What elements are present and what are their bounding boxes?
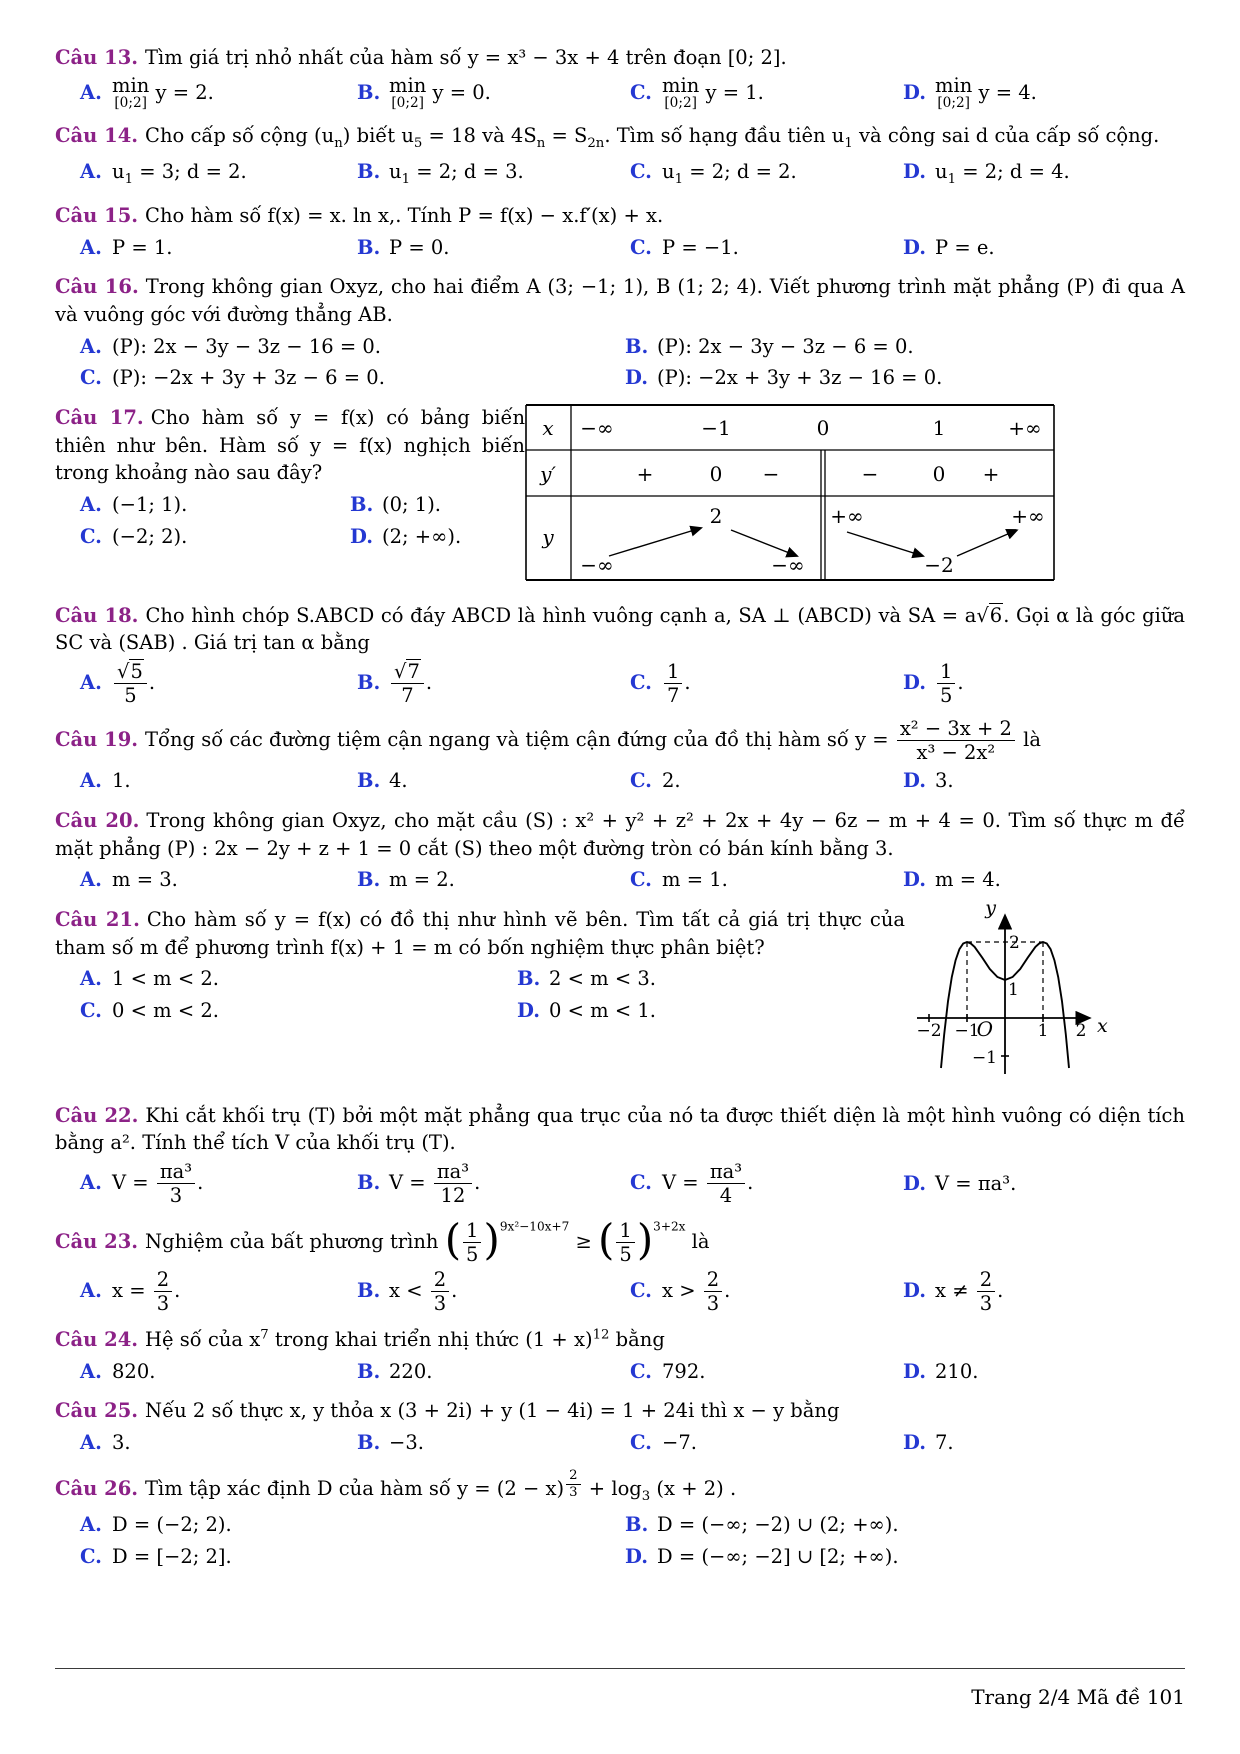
option-letter: B. [625,334,649,358]
question-text: Tìm tập xác định D của hàm số y = (2 − x) $^{\frac{2}{3}}$ + $\log_3 (x + 2)$ . [145,1467,737,1505]
option [630,1161,903,1206]
question [55,202,1185,261]
question-main [55,202,1185,261]
question [55,404,1185,590]
option-text: $u_1 = 2$; d = 3. [389,160,524,188]
option-letter: A. [80,160,102,184]
option-letter: C. [630,1278,652,1302]
table-x-value: −∞ [580,416,614,441]
origin-label: O [976,1017,993,1042]
options [55,965,905,1024]
option-text: 2 < m < 3. [549,967,656,991]
table-y-value: −∞ [580,553,614,578]
question-label: Câu 25. [55,1399,139,1423]
option-letter: A. [80,1359,102,1383]
question-main [55,44,1185,110]
option-letter: B. [517,967,541,991]
option-letter: D. [903,1359,927,1383]
question-text: Khi cắt khối trụ (T) bởi một mặt phẳng qua trục của nó ta được thiết diện là một hình vuông có diện tích bằng a². Tính thể tích V của khối trụ (T). [55,1103,1185,1155]
question-text: Nếu 2 số thực x, y thỏa x (3 + 2i) + y (1 − 4i) = 1 + 24i thì x − y bằng [145,1399,840,1423]
option-text: $u_1 = 3$; d = 2. [112,160,247,188]
page-footer [55,1668,1185,1711]
question-main [55,807,1185,894]
option [80,1511,625,1539]
table-x-value: −1 [701,416,731,441]
question-main [55,404,525,590]
question [55,122,1185,189]
option-text: (−1; 1). [112,493,188,517]
option-letter: D. [903,769,927,793]
option-letter: A. [80,769,102,793]
question-label: Câu 17. [55,406,144,430]
option [630,1429,903,1457]
table-row-label-y: y [542,525,554,550]
option-letter: B. [357,1430,381,1454]
question-main [55,1215,1185,1315]
question-main [55,273,1185,392]
y-tick-label: 2 [1009,933,1020,954]
option [357,1429,630,1457]
option [80,965,517,993]
option-text: $\frac{1}{5}$ . [935,661,964,706]
options [55,73,1185,112]
x-tick-label: 1 [1037,1021,1049,1042]
option [903,866,1185,894]
option-text: 4. [389,769,408,793]
option-letter: A. [80,334,102,358]
option-text: P = 0. [389,235,450,259]
x-tick-label: −2 [916,1021,942,1042]
question-label: Câu 18. [55,603,139,627]
options [55,866,1185,894]
option-text: V = $\frac{\text{πa³}}{12}$ . [389,1160,481,1208]
option [357,1269,630,1314]
option [357,661,630,706]
question [55,1469,1185,1571]
option-letter: D. [903,160,927,184]
option [357,767,630,795]
question-label: Câu 23. [55,1229,139,1253]
option [517,997,905,1025]
question-statement [55,1215,1185,1266]
table-sign: 0 [932,462,946,487]
question-statement [55,718,1185,763]
options [55,1358,1185,1386]
option [80,234,357,262]
option-text: P = 1. [112,235,173,259]
question-main [55,1469,1185,1571]
option [625,1511,1185,1539]
option-letter: D. [903,1171,927,1195]
function-graph [905,900,1110,1090]
question-text: Tổng số các đường tiệm cận ngang và tiệm cận đứng của đồ thị hàm số y = $\frac{\text{x² − 3x + 2}}{\text{x³ − 2x²}}$ là [145,717,1041,765]
option [630,661,903,706]
question-label: Câu 16. [55,275,139,299]
function-graph-svg [905,900,1110,1082]
option [357,1161,630,1206]
option-letter: D. [517,999,541,1023]
option-text: m = 4. [935,868,1001,892]
option-letter: C. [80,1544,102,1568]
option-text: (P): 2x − 3y − 3z − 16 = 0. [112,334,381,358]
options [55,1269,1185,1314]
option-letter: A. [80,1513,102,1537]
option-letter: B. [357,1359,381,1383]
table-y-value: −∞ [771,553,805,578]
option-text: $\frac{√7}{7}$ . [389,661,432,706]
question-text: Trong không gian Oxyz, cho hai điểm A (3; −1; 1), B (1; 2; 4). Viết phương trình mặt phẳng (P) đi qua A và vuông góc với đường thẳng AB. [55,275,1185,326]
question-label: Câu 21. [55,908,140,932]
footer-page-number: Trang 2/4 Mã đề 101 [971,1685,1185,1709]
option-text: D = (−2; 2). [112,1513,232,1537]
option-text: −7. [662,1430,697,1454]
option [630,234,903,262]
question [55,273,1185,392]
question [55,44,1185,110]
option-text: (2; +∞). [382,524,462,548]
question-text: Tìm giá trị nhỏ nhất của hàm số y = x³ − 3x + 4 trên đoạn [0; 2]. [145,46,787,69]
option-letter: A. [80,1171,102,1195]
axis-label-x: x [1097,1015,1108,1038]
option-letter: C. [80,524,102,548]
option-letter: B. [357,1171,381,1195]
option-text: 0 < m < 2. [112,999,219,1023]
option [625,364,1185,392]
option-letter: C. [630,868,652,892]
option-letter: A. [80,235,102,259]
x-tick-label: −1 [954,1021,980,1042]
option [80,1429,357,1457]
option-letter: D. [903,671,927,695]
option-letter: C. [630,80,652,104]
option-text: x < $\frac{2}{3}$ . [389,1267,458,1315]
x-tick-label: 2 [1075,1021,1087,1042]
option [350,523,525,551]
question-statement [55,807,1185,862]
question-statement [55,1397,1185,1425]
option-letter: C. [630,1171,652,1195]
y-tick-label: −1 [971,1048,997,1069]
option [903,234,1185,262]
options [55,491,525,550]
option [80,1161,357,1206]
option-letter: C. [630,235,652,259]
option-text: P = −1. [662,235,739,259]
axis-label-y: y [985,900,996,920]
option-text: $\frac{1}{7}$ . [662,661,691,706]
option [80,523,350,551]
aside-slot [525,404,1055,590]
option-text: 792. [662,1359,706,1383]
question-text: Cho hàm số y = f(x) có bảng biến thiên như bên. Hàm số y = f(x) nghịch biến trong khoảng nào sau đây? [55,406,526,485]
option-text: 3. [112,1430,131,1454]
option [630,73,903,112]
option-text: 210. [935,1359,979,1383]
option-text: 0 < m < 1. [549,999,656,1023]
question-main [55,718,1185,795]
option-letter: B. [625,1513,649,1537]
option-text: V = πa³. [935,1171,1017,1195]
table-sign: − [861,462,879,487]
option-letter: D. [350,524,374,548]
option [357,158,630,190]
table-row-label-yprime: y′ [540,462,556,487]
option-letter: A. [80,868,102,892]
option-letter: C. [80,999,102,1023]
option [357,73,630,112]
question [55,1102,1185,1206]
question-statement [55,906,905,961]
option [80,1358,357,1386]
option-letter: D. [903,1430,927,1454]
table-y-value: +∞ [1011,504,1045,529]
question-main [55,602,1185,706]
options [55,234,1185,262]
variation-table [525,404,1055,590]
option [903,158,1185,190]
option-letter: C. [630,1430,652,1454]
option [517,965,905,993]
option [80,364,625,392]
option-letter: C. [630,1359,652,1383]
option-text: (P): −2x + 3y + 3z − 6 = 0. [112,366,385,390]
question [55,1326,1185,1385]
option-letter: A. [80,967,102,991]
option [357,234,630,262]
question-statement [55,602,1185,657]
option-letter: D. [903,235,927,259]
option [903,1170,1185,1198]
option-letter: B. [350,493,374,517]
option [903,661,1185,706]
option-text: 220. [389,1359,433,1383]
question-statement [55,1102,1185,1157]
option [903,1429,1185,1457]
option-text: (0; 1). [382,493,441,517]
y-tick-label: 1 [1008,980,1019,1001]
option [350,491,525,519]
option-letter: A. [80,80,102,104]
question-text: Cho hàm số f(x) = x. ln x,. Tính P = f(x) − x.f′(x) + x. [145,203,664,227]
question [55,807,1185,894]
option [80,73,357,112]
question-label: Câu 19. [55,728,139,752]
option-text: D = (−∞; −2] ∪ [2; +∞). [657,1544,899,1568]
question [55,1397,1185,1456]
option-text: min [0;2] y = 4. [935,73,1037,112]
aside-slot [905,900,1122,1090]
option-text: m = 2. [389,868,455,892]
option-text: 7. [935,1430,954,1454]
option-letter: D. [625,366,649,390]
option-text: $u_1 = 2$; d = 4. [935,160,1070,188]
table-sign: − [762,462,780,487]
option-letter: D. [903,1278,927,1302]
option [903,767,1185,795]
question-main [55,122,1185,189]
option-letter: C. [630,769,652,793]
option-letter: C. [630,160,652,184]
options [55,1161,1185,1206]
question-text: Cho hàm số y = f(x) có đồ thị như hình vẽ bên. Tìm tất cả giá trị thực của tham số m để phương trình f(x) + 1 = m có bốn nghiệm thực phân biệt? [55,908,905,959]
question-text: Hệ số của $x^7$ trong khai triển nhị thức $(1 + x)^{12}$ bằng [145,1327,665,1351]
options [55,767,1185,795]
option-letter: B. [357,868,381,892]
option [357,1358,630,1386]
table-row-label-x: x [542,416,554,441]
option-text: min [0;2] y = 2. [112,73,214,112]
question-main [55,1397,1185,1456]
question [55,1215,1185,1315]
option-letter: A. [80,671,102,695]
option [903,1358,1185,1386]
question [55,602,1185,706]
option-text: 1. [112,769,131,793]
table-x-value: 0 [816,416,830,441]
option [80,767,357,795]
option [625,333,1185,361]
option-letter: A. [80,493,102,517]
question-label: Câu 22. [55,1103,139,1127]
table-y-value: +∞ [830,504,864,529]
question-main [55,1102,1185,1206]
option-text: D = (−∞; −2) ∪ (2; +∞). [657,1513,899,1537]
table-x-value: +∞ [1008,416,1042,441]
option-text: P = e. [935,235,995,259]
option-letter: C. [630,671,652,695]
option [903,1269,1185,1314]
option-text: 820. [112,1359,156,1383]
option [80,491,350,519]
option-letter: B. [357,80,381,104]
option-text: 2. [662,769,681,793]
option [630,158,903,190]
option-letter: B. [357,671,381,695]
option-letter: D. [903,868,927,892]
option-letter: B. [357,235,381,259]
question-statement [55,202,1185,230]
option-letter: B. [357,1278,381,1302]
option-letter: D. [625,1544,649,1568]
table-y-value: 2 [709,504,723,529]
option-letter: B. [357,769,381,793]
table-y-value: −2 [924,553,954,578]
option [630,866,903,894]
question-label: Câu 14. [55,124,139,148]
option [80,1543,625,1571]
option-text: D = [−2; 2]. [112,1544,232,1568]
option-text: x ≠ $\frac{2}{3}$ . [935,1267,1004,1315]
option [80,997,517,1025]
option-text: $u_1 = 2$; d = 2. [662,160,797,188]
question-main [55,906,905,1090]
option-text: min [0;2] y = 1. [662,73,764,112]
table-sign: 0 [709,462,723,487]
questions [55,44,1185,1571]
question-label: Câu 13. [55,46,139,69]
option-text: $\frac{√5}{5}$ . [112,661,155,706]
question-statement [55,1469,1185,1508]
question-label: Câu 20. [55,808,140,832]
option-letter: A. [80,1430,102,1454]
option-letter: A. [80,1278,102,1302]
variation-table-svg [525,404,1055,582]
question-statement [55,1326,1185,1354]
option-text: x > $\frac{2}{3}$ . [662,1267,731,1315]
question-statement [55,273,1185,328]
option [80,661,357,706]
option-text: m = 1. [662,868,728,892]
option-letter: C. [80,366,102,390]
option-text: m = 3. [112,868,178,892]
option [80,333,625,361]
option-text: 1 < m < 2. [112,967,219,991]
option-text: (P): 2x − 3y − 3z − 6 = 0. [657,334,914,358]
question-label: Câu 26. [55,1477,139,1501]
option [357,866,630,894]
options [55,158,1185,190]
table-sign: + [982,462,1000,487]
option-text: x = $\frac{2}{3}$ . [112,1267,181,1315]
option-text: min [0;2] y = 0. [389,73,491,112]
option-text: V = $\frac{\text{πa³}}{3}$ . [112,1160,204,1208]
option-text: V = $\frac{\text{πa³}}{4}$ . [662,1160,754,1208]
option [630,1358,903,1386]
question-text: Cho cấp số cộng $(u_n)$ biết $u_5 = 18$ và $4S_n = S_{2n}$. Tìm số hạng đầu tiên $u_1$ và công sai d của cấp số cộng. [145,124,1160,152]
question-label: Câu 15. [55,203,139,227]
option-text: 3. [935,769,954,793]
question-main [55,1326,1185,1385]
table-x-value: 1 [932,416,946,441]
option-letter: D. [903,80,927,104]
question-statement [55,404,525,487]
option [630,1269,903,1314]
option [903,73,1185,112]
option [80,1269,357,1314]
option-letter: B. [357,160,381,184]
question [55,718,1185,795]
question-statement [55,122,1185,154]
question [55,900,1185,1090]
option-text: (P): −2x + 3y + 3z − 16 = 0. [657,366,943,390]
option [80,158,357,190]
options [55,1511,1185,1570]
question-text: Trong không gian Oxyz, cho mặt cầu (S) : x² + y² + z² + 2x + 4y − 6z − m + 4 = 0. Tìm số thực m để mặt phẳng (P) : 2x − 2y + z + 1 = 0 cắt (S) theo một đường tròn có bán kính bằng 3. [55,808,1185,860]
options [55,333,1185,392]
question-text: Cho hình chóp S.ABCD có đáy ABCD là hình vuông cạnh a, SA ⊥ (ABCD) và SA = a√6. Gọi α là góc giữa SC và (SAB) . Giá trị tan α bằng [55,603,1185,655]
option [630,767,903,795]
options [55,1429,1185,1457]
options [55,661,1185,706]
option [80,866,357,894]
question-statement [55,44,1185,72]
question-text: Nghiệm của bất phương trình ( $\frac{1}{5}$ )$^{9x^2-10x+7}$ ≥ ( $\frac{1}{5}$ )$^{3+2x}$ là [145,1215,710,1266]
option-text: (−2; 2). [112,524,188,548]
footer-divider [55,1668,1185,1669]
option [625,1543,1185,1571]
question-label: Câu 24. [55,1327,139,1351]
option-text: −3. [389,1430,424,1454]
table-sign: + [636,462,654,487]
